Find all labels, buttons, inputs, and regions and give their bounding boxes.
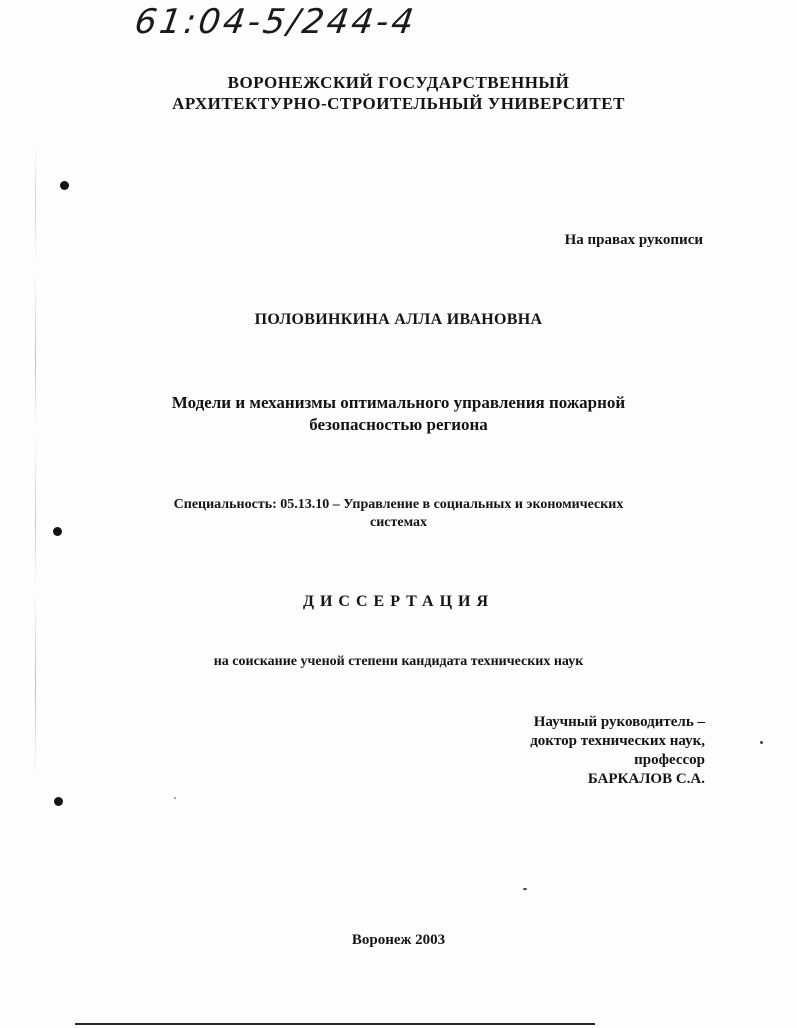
university-name-line-2: АРХИТЕКТУРНО-СТРОИТЕЛЬНЫЙ УНИВЕРСИТЕТ (172, 94, 625, 113)
handwritten-catalog-number: 61:04-5/244-4 (132, 2, 419, 42)
scan-speck (174, 797, 176, 799)
document-type-heading: ДИССЕРТАЦИЯ (302, 593, 495, 610)
manuscript-rights-note: На правах рукописи (564, 232, 703, 248)
degree-description: на соискание ученой степени кандидата технических наук (213, 654, 584, 669)
binding-hole-mark (60, 181, 69, 190)
binding-hole-mark (54, 797, 63, 806)
supervisor-name: БАРКАЛОВ С.А. (587, 771, 705, 787)
scan-speck (760, 741, 763, 744)
specialty (0, 496, 797, 532)
scan-bottom-edge-line (75, 1023, 595, 1025)
dissertation-title (0, 392, 797, 436)
binding-hole-mark (53, 527, 62, 536)
scientific-supervisor (530, 713, 705, 789)
dissertation-title-line-1: Модели и механизмы оптимального управления пожарной (171, 393, 626, 412)
dissertation-title-line-2: безопасностью региона (309, 415, 488, 434)
specialty-line-2: системах (369, 515, 428, 530)
author-name: ПОЛОВИНКИНА АЛЛА ИВАНОВНА (254, 311, 543, 328)
scan-speck (523, 888, 527, 890)
city-and-year: Воронеж 2003 (351, 932, 446, 948)
supervisor-line-1: Научный руководитель – (533, 714, 705, 730)
supervisor-line-3: профессор (634, 752, 705, 768)
university-name (0, 72, 797, 114)
supervisor-line-2: доктор технических наук, (530, 733, 705, 749)
scan-margin-line (35, 140, 36, 780)
specialty-line-1: Специальность: 05.13.10 – Управление в социальных и экономических (173, 497, 624, 512)
university-name-line-1: ВОРОНЕЖСКИЙ ГОСУДАРСТВЕННЫЙ (227, 73, 570, 92)
